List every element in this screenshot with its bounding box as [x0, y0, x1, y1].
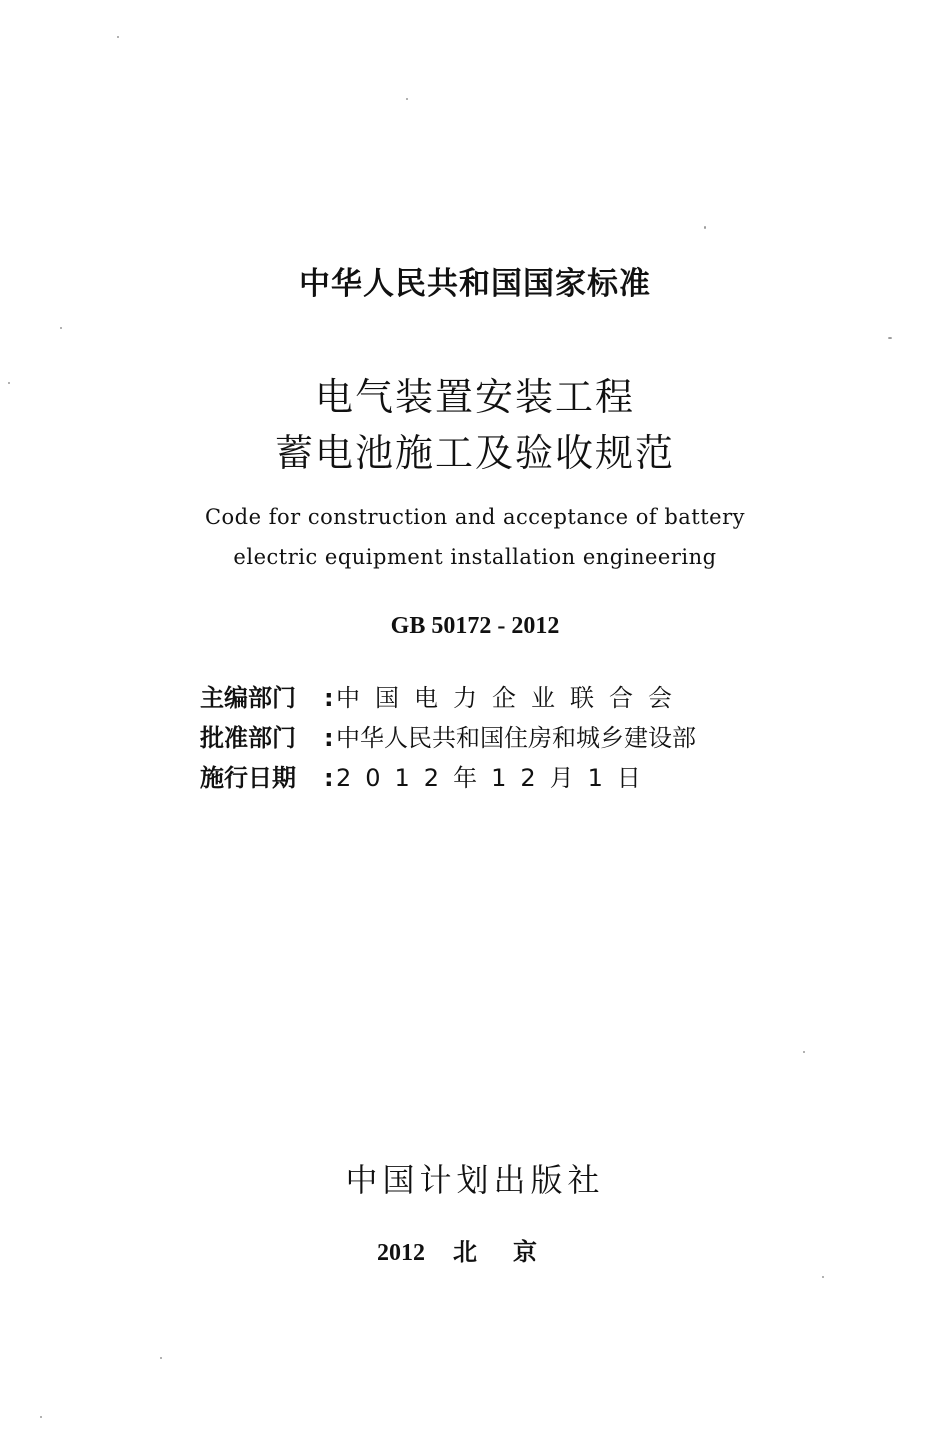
approval-value: 中华人民共和国住房和城乡建设部 [336, 724, 696, 752]
publication-city: 北京 [453, 1238, 573, 1266]
publisher-name: 中国计划出版社 [345, 1161, 605, 1199]
effective-date-label: 施行日期 [200, 764, 296, 792]
title-chinese-line-1: 电气装置安装工程 [314, 375, 635, 419]
standard-code-number: GB 50172 - 2012 [390, 613, 560, 639]
chief-editor-value: 中国电力企业联合会 [336, 684, 687, 712]
effective-date-colon: : [324, 764, 334, 792]
publication-place-year [0, 1232, 950, 1267]
chief-editor-row [200, 678, 760, 718]
national-standard-heading: 中华人民共和国国家标准 [299, 266, 651, 302]
scan-speck [40, 1416, 42, 1418]
scan-speck [704, 226, 706, 229]
title-english-line-2: electric equipment installation engineering [233, 545, 717, 569]
effective-date-value: 2012年12月1日 [336, 764, 655, 792]
chief-editor-colon: : [324, 684, 334, 712]
publication-info [200, 678, 760, 798]
approval-colon: : [324, 724, 334, 752]
title-chinese-line-2: 蓄电池施工及验收规范 [274, 431, 675, 475]
effective-date-row [200, 758, 760, 798]
scan-speck [803, 1051, 805, 1053]
scan-speck [160, 1357, 162, 1359]
chief-editor-label: 主编部门 [200, 684, 296, 712]
approval-row [200, 718, 760, 758]
scan-speck [888, 337, 892, 339]
title-english-line-1: Code for construction and acceptance of battery [204, 505, 746, 529]
scan-speck [8, 382, 10, 384]
scan-speck [117, 36, 119, 38]
scan-speck [406, 98, 408, 100]
approval-label: 批准部门 [200, 724, 296, 752]
scan-speck [822, 1276, 824, 1278]
publication-year: 2012 [377, 1240, 425, 1266]
scan-speck [60, 327, 62, 329]
